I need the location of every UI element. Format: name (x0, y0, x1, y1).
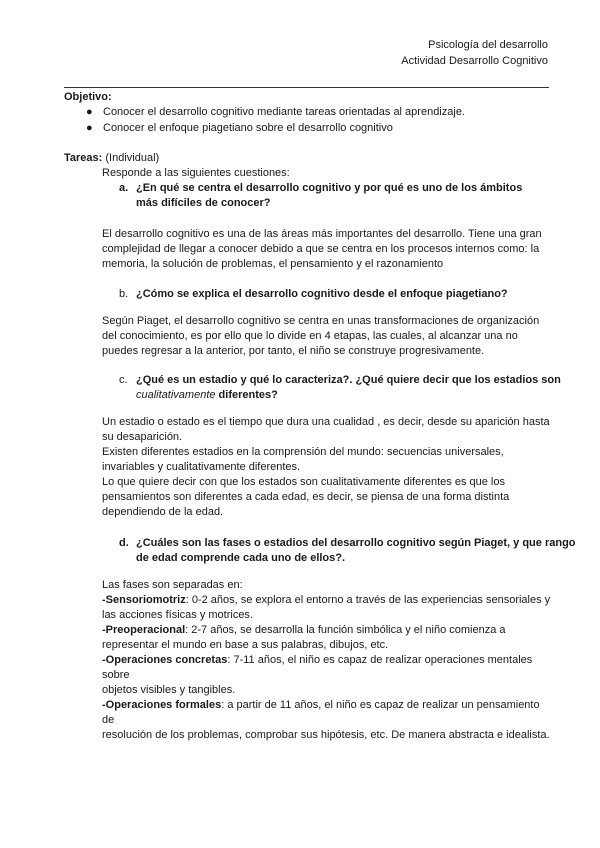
phase-desc: : a partir de 11 años, el niño es capaz de realizar un pensamiento de (102, 699, 540, 726)
answer-d (102, 578, 552, 743)
question-c (119, 373, 561, 388)
course-name: Psicología del desarrollo (428, 39, 548, 51)
answer-b (102, 314, 552, 359)
phase-desc: : 7-11 años, el niño es capaz de realizar operaciones mentales sobre (102, 654, 533, 681)
phase-line (102, 653, 552, 683)
question-a (119, 181, 522, 196)
tasks-heading (64, 151, 159, 166)
question-text: ¿En qué se centra el desarrollo cognitivo y por qué es uno de los ámbitos (136, 182, 523, 194)
answer-line: pensamientos son diferentes a cada edad, es decir, se piensa de una forma distinta (102, 491, 510, 503)
answer-line: Un estadio o estado es el tiempo que dura una cualidad , es decir, desde su aparición hasta (102, 416, 550, 428)
question-text-rest: diferentes? (215, 389, 278, 401)
activity-name: Actividad Desarrollo Cognitivo (401, 55, 548, 67)
phase-desc: : 2-7 años, se desarrolla la función simbólica y el niño comienza a (185, 624, 506, 636)
phase-line (102, 593, 552, 608)
question-d (119, 536, 576, 551)
header-divider (64, 87, 549, 88)
question-text-cont: de edad comprende cada uno de ellos?. (136, 552, 346, 564)
document-header (401, 37, 548, 69)
phase-desc: : 0-2 años, se explora el entorno a través de las experiencias sensoriales y (185, 594, 551, 606)
question-text: ¿Cuáles son las fases o estadios del desarrollo cognitivo según Piaget, y que rango (136, 537, 576, 549)
answer-line: memoria, la solución de problemas, el pensamiento y el razonamiento (102, 258, 444, 270)
phase-name: -Preoperacional (102, 624, 186, 636)
phase-name: -Operaciones concretas (102, 654, 228, 666)
question-text: ¿Cómo se explica el desarrollo cognitivo desde el enfoque piagetiano? (136, 288, 508, 300)
objective-bullet-text: Conocer el enfoque piagetiano sobre el desarrollo cognitivo (103, 122, 393, 134)
phase-line-cont: representar el mundo en base a sus palabras, dibujos, etc. (102, 639, 389, 651)
answer-line: Existen diferentes estadios en la comprensión del mundo: secuencias universales, (102, 446, 504, 458)
bullet-icon: ● (86, 106, 93, 118)
bullet-icon: ● (86, 122, 93, 134)
answer-line: Lo que quiere decir con que los estados son cualitativamente diferentes es que los (102, 476, 505, 488)
tasks-instruction: Responde a las siguientes cuestiones: (102, 167, 290, 179)
phase-name: -Sensoriomotriz (102, 594, 186, 606)
answer-line: Según Piaget, el desarrollo cognitivo se centra en unas transformaciones de organización (102, 315, 540, 327)
phase-line-cont: las acciones físicas y motrices. (102, 609, 253, 621)
phase-line-cont: objetos visibles y tangibles. (102, 684, 236, 696)
tasks-mode: (Individual) (105, 152, 160, 164)
question-emphasis: cualitativamente (136, 389, 216, 401)
question-marker: d. (119, 537, 129, 549)
question-text-cont (136, 388, 278, 403)
question-b (119, 287, 508, 302)
answer-line: del conocimiento, es por ello que lo divide en 4 etapas, las cuales, al alcanzar una no (102, 330, 518, 342)
answer-intro: Las fases son separadas en: (102, 579, 243, 591)
answer-line: dependiendo de la edad. (102, 506, 224, 518)
phase-line-cont: resolución de los problemas, comprobar sus hipótesis, etc. De manera abstracta e idealista. (102, 729, 550, 741)
answer-line: su desaparición. (102, 431, 183, 443)
question-text-cont: más difíciles de conocer? (136, 197, 271, 209)
answer-line: complejidad de llegar a conocer debido a que se centra en los procesos internos como: la (102, 243, 540, 255)
answer-line: El desarrollo cognitivo es una de las áreas más importantes del desarrollo. Tiene una gran (102, 228, 542, 240)
answer-line: puedes regresar a la anterior, por tanto, el niño se construye progresivamente. (102, 345, 485, 357)
objective-label: Objetivo: (64, 91, 112, 103)
objective-bullet (86, 105, 465, 120)
answer-line: invariables y cualitativamente diferentes. (102, 461, 301, 473)
question-marker: a. (119, 182, 129, 194)
tasks-label: Tareas: (64, 152, 103, 164)
question-marker: c. (119, 374, 128, 386)
question-marker: b. (119, 288, 129, 300)
objective-bullet (86, 121, 393, 136)
answer-a (102, 227, 552, 272)
phase-name: -Operaciones formales (102, 699, 222, 711)
objective-bullet-text: Conocer el desarrollo cognitivo mediante tareas orientadas al aprendizaje. (103, 106, 465, 118)
answer-c (102, 415, 552, 520)
phase-line (102, 623, 552, 638)
question-text: ¿Qué es un estadio y qué lo caracteriza?. ¿Qué quiere decir que los estadios son (136, 374, 561, 386)
phase-line (102, 698, 552, 728)
